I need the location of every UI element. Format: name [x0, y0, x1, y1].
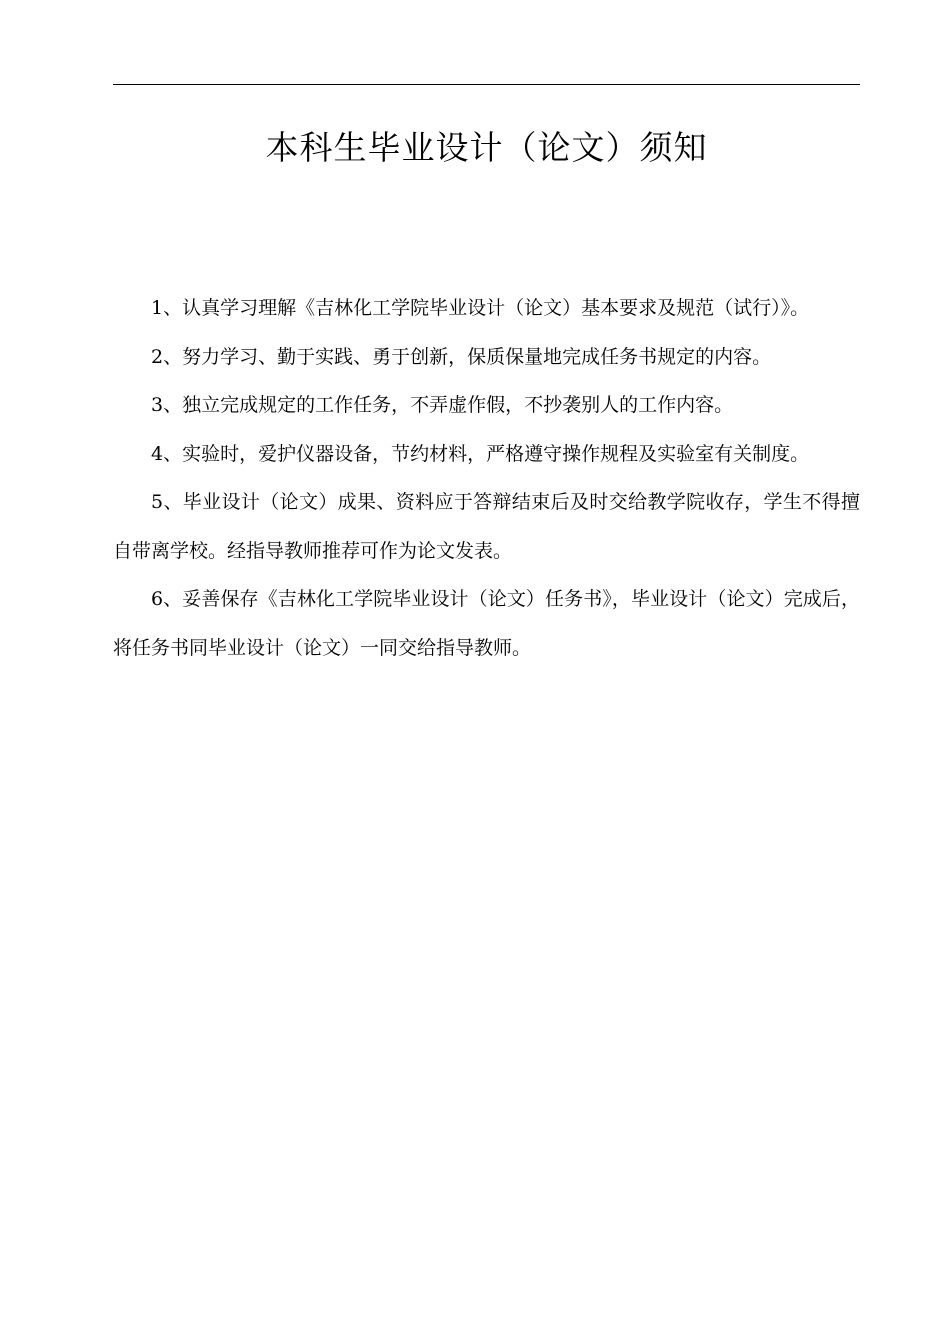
notice-item-1: 1、认真学习理解《吉林化工学院毕业设计（论文）基本要求及规范（试行）》。: [151, 297, 810, 319]
notice-item-2: 2、努力学习、勤于实践、勇于创新，保质保量地完成任务书规定的内容。: [151, 345, 772, 368]
page-title: 本科生毕业设计（论文）须知: [265, 128, 708, 167]
header-rule: [113, 84, 860, 85]
notice-item-6: 6、妥善保存《吉林化工学院毕业设计（论文）任务书》，毕业设计（论文）完成后，将任务书同毕业设计（论文）一同交给指导教师。: [113, 588, 860, 659]
notice-item-3: 3、独立完成规定的工作任务，不弄虚作假，不抄袭别人的工作内容。: [151, 394, 734, 416]
notice-list: [113, 284, 860, 672]
notice-item-5: 5、毕业设计（论文）成果、资料应于答辩结束后及时交给教学院收存，学生不得擅自带离学校。经指导教师推荐可作为论文发表。: [113, 491, 860, 562]
notice-item-4: 4、实验时，爱护仪器设备，节约材料，严格遵守操作规程及实验室有关制度。: [151, 442, 810, 465]
